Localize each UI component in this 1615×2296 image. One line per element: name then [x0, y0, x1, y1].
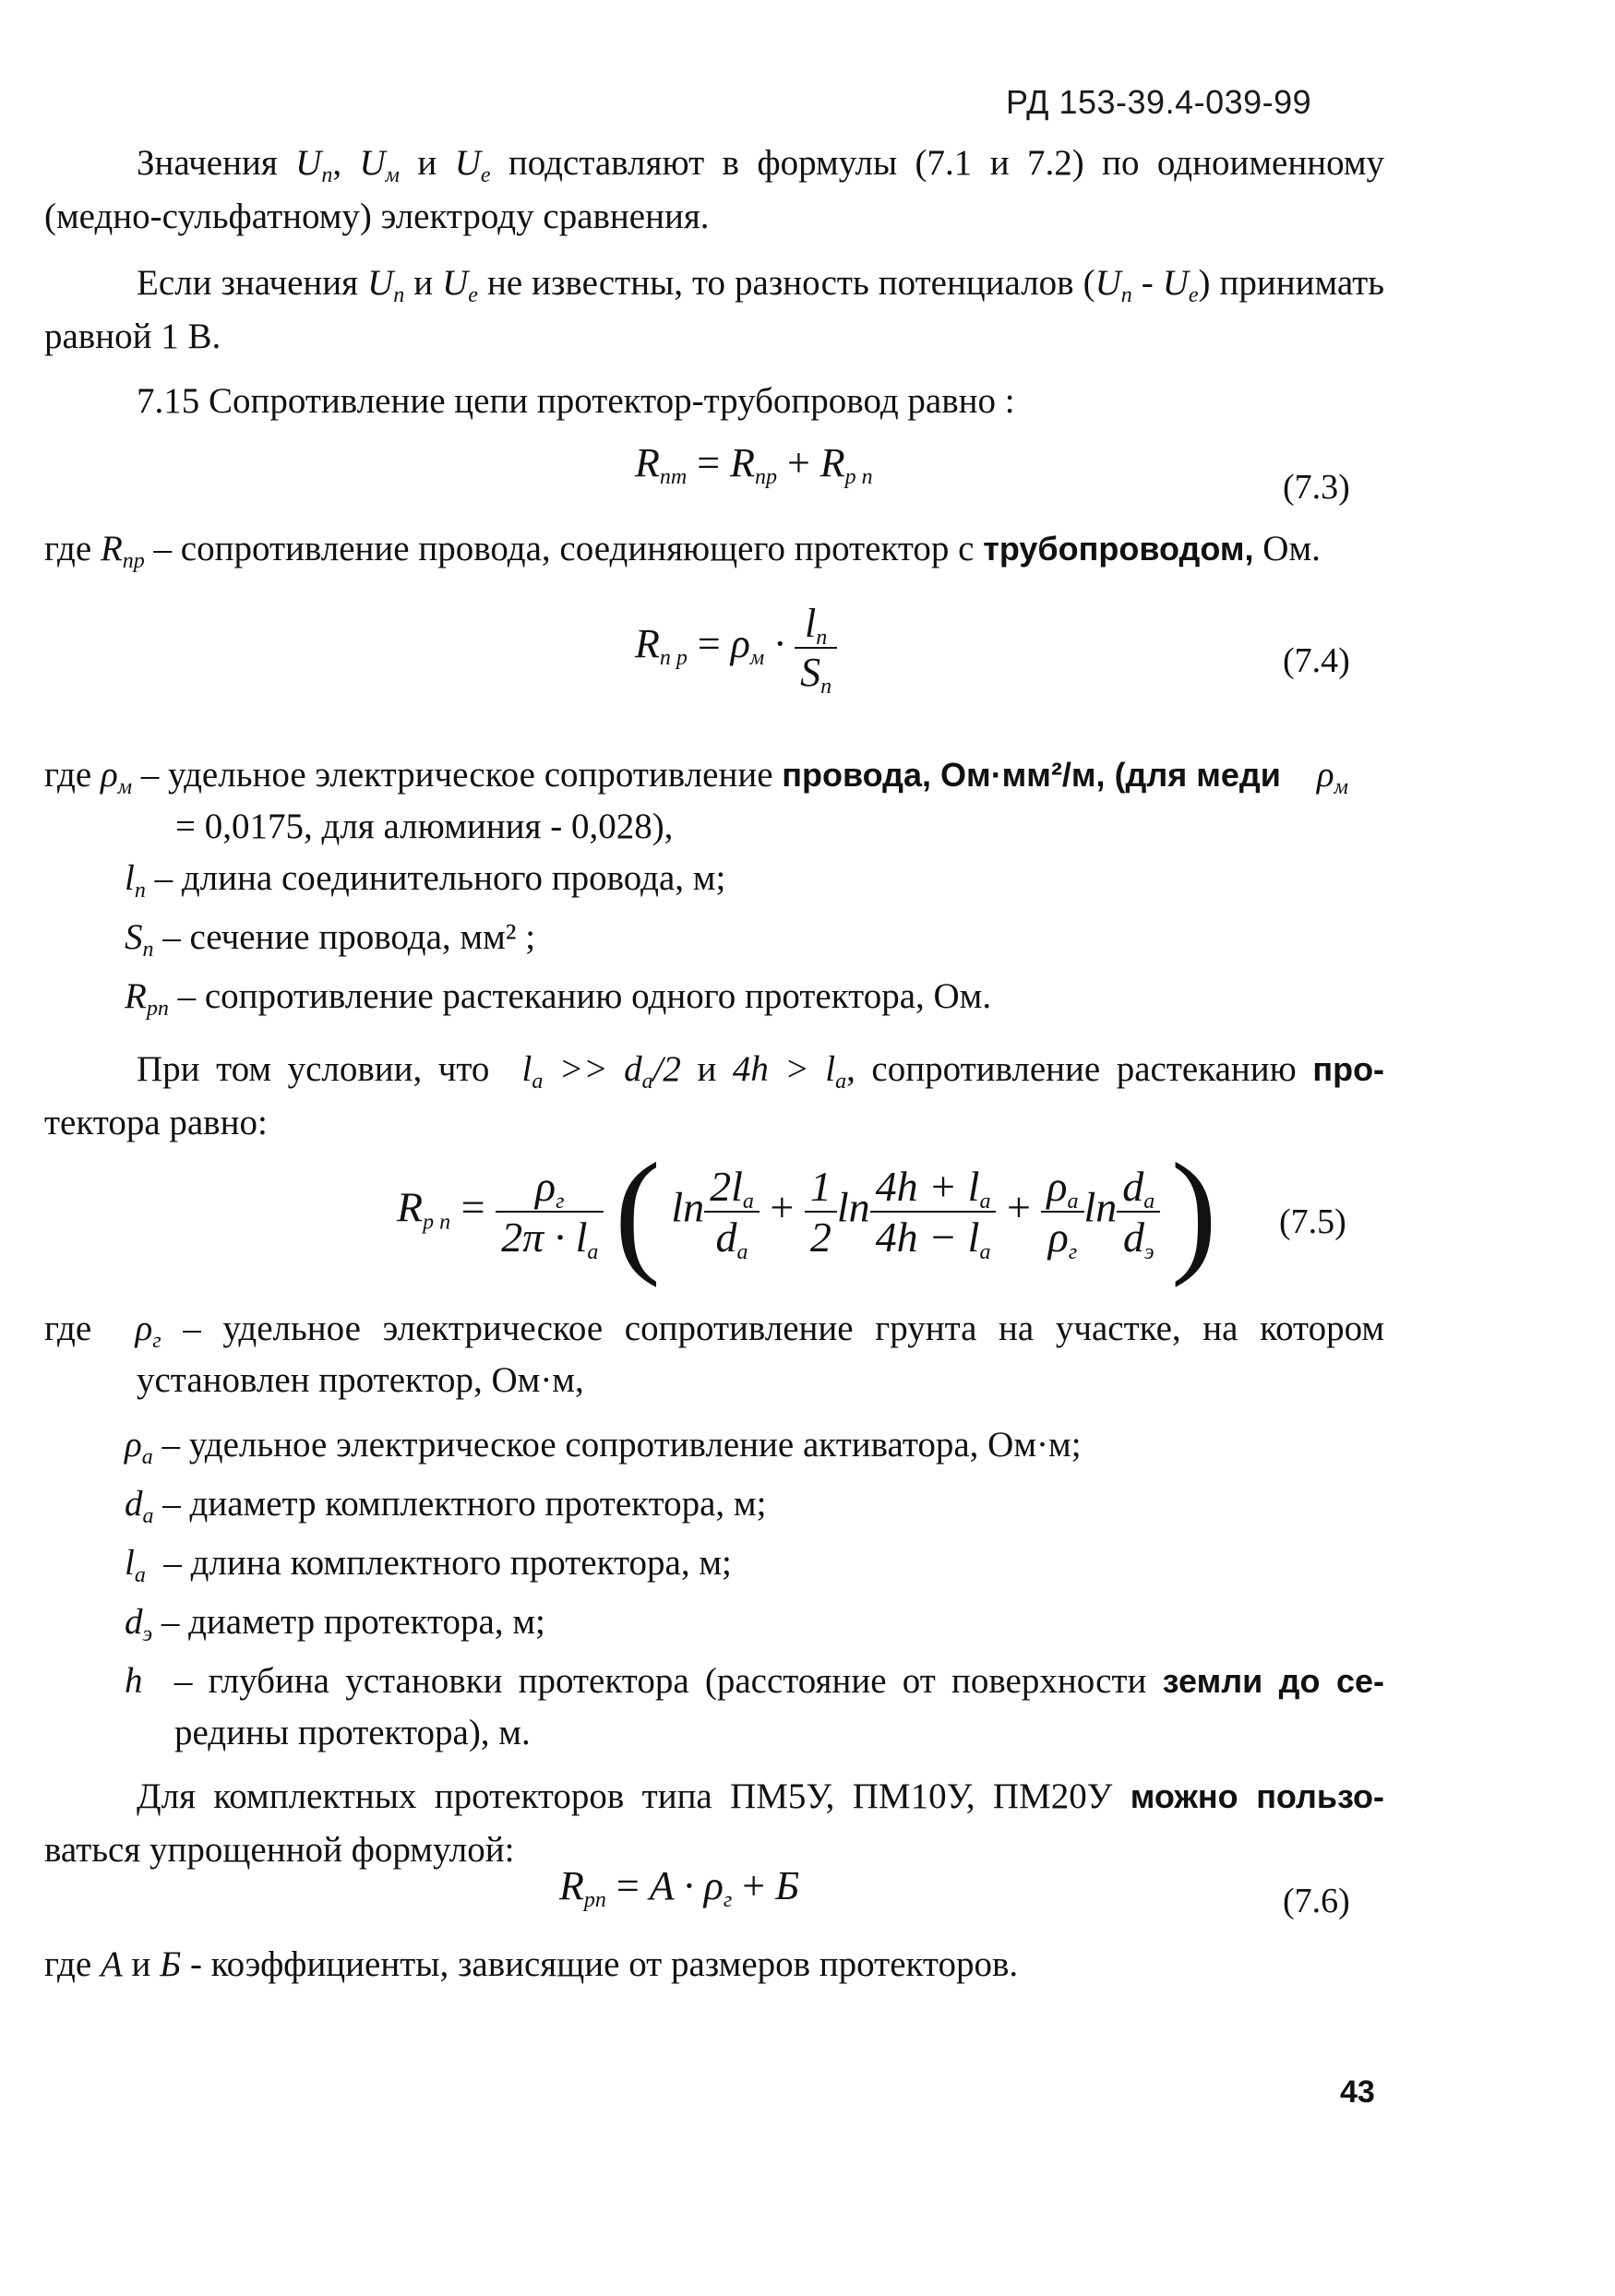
text: – сопротивление провода, соединяющего протектор с [153, 529, 975, 568]
text: – длина комплектного протектора, м; [163, 1543, 732, 1583]
text: - коэффициенты, зависящие от размеров протекторов. [189, 1944, 1019, 1984]
page-number: 43 [1340, 2075, 1375, 2110]
equation-7-5: $R_{р п}$ = $\frac{\rho_г}{2\pi \cdot l_а}$ ( ln $\frac{2l_а}{d_а}$ + $\frac{1}{2}$ ln $\frac{4h + l_а}{4h - l_а}$ + $\frac{\rho_а}{\rho_г}$ ln $\frac{d_а}{d_э}$ ) [397, 1135, 1217, 1288]
bold-text: про- [1312, 1050, 1385, 1088]
text: Ом. [1262, 529, 1321, 568]
section-7-15: 7.15 Сопротивление цепи протектор-трубопровод равно : [137, 381, 1015, 421]
definition-rho-m: где $\rho_м$ – удельное электрическое сопротивление провода, Ом·мм²/м, (для меди $\rho_м$ [44, 755, 1348, 799]
text: редины протектора), м. [174, 1713, 531, 1752]
equation-7-3: $R_{пт} = R_{пр} + R_{р п}$ [635, 440, 873, 489]
definition-rho-g: где $\rho_г$ – удельное электрическое сопротивление грунта на участке, на котором установлен протектор, Ом·м, [44, 1309, 1385, 1400]
text: – длина соединительного провода, м; [154, 858, 726, 898]
text: – глубина установки протектора (расстояние от поверхности [173, 1661, 1147, 1701]
definition-l-p: $l_п$ – длина соединительного провода, м; [125, 858, 726, 903]
paragraph-complete-protectors [44, 1770, 1384, 1877]
definition-l-a: $l_а$ – длина комплектного протектора, м; [125, 1543, 732, 1587]
bold-text: можно пользо- [1130, 1777, 1385, 1815]
text: тектора равно: [44, 1103, 268, 1142]
bold-text: провода, Ом·мм²/м, (для меди [782, 756, 1281, 794]
definition-r-pr: где $R_{пр}$ – сопротивление провода, соединяющего протектор с трубопроводом, Ом. [44, 529, 1321, 573]
text: ) принимать равной 1 В. [44, 263, 1385, 356]
definition-d-a: $d_а$ – диаметр комплектного протектора, м; [125, 1484, 767, 1528]
text: где [44, 529, 92, 568]
equation-number-7-4: (7.4) [1283, 641, 1350, 680]
text: подставляют в формулы (7.1 и 7.2) по одноименному (медно-сульфатному) электроду сравнения. [44, 143, 1385, 236]
text: где [44, 1944, 92, 1984]
text: – удельное электрическое сопротивление [140, 755, 773, 795]
bold-text: трубопроводом, [983, 530, 1254, 568]
paragraph-condition: При том условии, что $l_а >> d_а/2$ и $4h > l_а$, сопротивление растеканию про- тектора равно: [44, 1049, 1385, 1142]
equation-number-7-3: (7.3) [1283, 468, 1350, 507]
text: При том условии, что [137, 1049, 490, 1089]
text: – диаметр комплектного протектора, м; [162, 1484, 767, 1524]
text: ваться упрощенной формулой: [44, 1830, 515, 1870]
definition-rho-a: $\rho_а$ – удельное электрическое сопротивление активатора, Ом·м; [125, 1425, 1082, 1469]
definition-rho-m-values: = 0,0175, для алюминия - 0,028), [175, 807, 674, 846]
definition-r-rp: $R_{рп}$ – сопротивление растеканию одного протектора, Ом. [125, 976, 992, 1021]
equation-number-7-6: (7.6) [1283, 1882, 1350, 1920]
text: где [44, 1309, 92, 1348]
paragraph-potentials: Значения $U_п$, $U_м$ и $U_е$ подставляют в формулы (7.1 и 7.2) по одноименному (медно-сульфатному) электроду сравнения. [44, 143, 1385, 236]
text: – удельное электрическое сопротивление активатора, Ом·м; [162, 1425, 1082, 1465]
text: Значения [137, 143, 278, 183]
equation-7-4: $R_{п р} = \rho_м$ · $\frac{l_п}{S_п}$ [635, 600, 837, 696]
text: где [44, 755, 92, 795]
definition-a-b: где А и Б - коэффициенты, зависящие от размеров протекторов. [44, 1944, 1019, 1984]
text: не известны, то разность потенциалов ( [486, 263, 1095, 303]
bold-text: земли до се- [1162, 1662, 1385, 1700]
text: Если значения [137, 263, 359, 303]
text: сопротивление растеканию [871, 1049, 1297, 1089]
text: – сечение провода, мм² ; [162, 917, 536, 957]
definition-h: h – глубина установки протектора (расстояние от поверхности земли до се- редины протектора), м. [125, 1661, 1385, 1752]
text: – диаметр протектора, м; [161, 1602, 545, 1642]
document-code-header: РД 153-39.4-039-99 [1006, 83, 1312, 121]
equation-7-6: $R_{рп} = A \cdot \rho_г + Б$ [559, 1863, 800, 1912]
text: – сопротивление растеканию одного протектора, Ом. [177, 976, 992, 1016]
text: Для комплектных протекторов типа ПМ5У, ПМ10У, ПМ20У [137, 1776, 1113, 1816]
text: – удельное электрическое сопротивление грунта на участке, на котором установлен протектор, Ом·м, [137, 1309, 1385, 1400]
paragraph-unknown-values: Если значения $U_п$ и $U_е$ не известны, то разность потенциалов $(U_п - U_е)$ принимать равной 1 В. [44, 263, 1385, 356]
equation-number-7-5: (7.5) [1279, 1202, 1346, 1241]
definition-d-e: $d_э$ – диаметр протектора, м; [125, 1602, 545, 1646]
definition-s-p: $S_п$ – сечение провода, мм² ; [125, 917, 536, 962]
